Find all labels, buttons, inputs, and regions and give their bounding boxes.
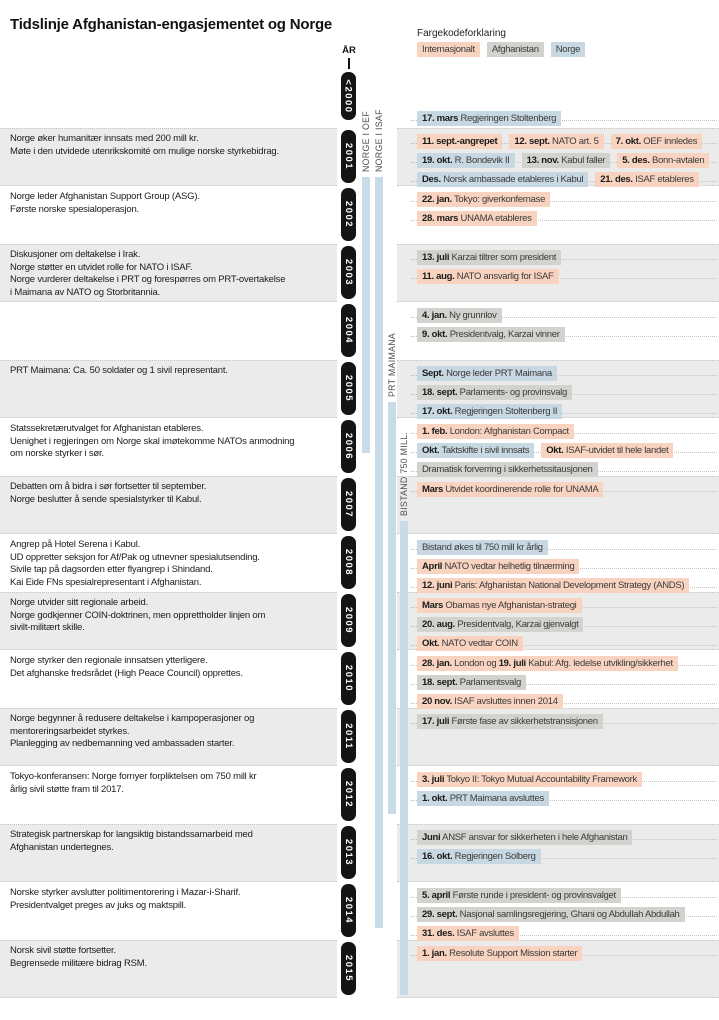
description-line: om norske styrker i sør. (10, 448, 104, 459)
year-marker-label: <2000 (343, 78, 354, 114)
event-row (417, 440, 719, 455)
event-date: 29. sept. (422, 909, 458, 920)
event-row (417, 943, 719, 958)
event-row (417, 633, 719, 648)
event-chip-int: 12. sept. NATO art. 5 (509, 134, 603, 149)
description-line: Planlegging av nedbemanning ved ambassaden starter. (10, 738, 235, 749)
event-chip-int: 31. des. ISAF avsluttes (417, 926, 519, 941)
event-date: Okt. (422, 445, 440, 456)
event-chip-nor: Bistand økes til 750 mill kr årlig (417, 540, 548, 555)
year-marker-label: 2007 (343, 490, 355, 519)
event-date: 13. juli (422, 252, 450, 263)
event-rows-2007 (417, 476, 719, 498)
year-description-2014 (10, 887, 340, 912)
event-rows-2010 (417, 650, 719, 710)
year-marker-2006 (341, 420, 356, 473)
year-marker-2000 (341, 72, 356, 120)
event-row (417, 108, 719, 123)
event-row (417, 769, 719, 784)
year-description-2013 (10, 829, 340, 854)
duration-bar-label: PRT MAIMANA (386, 332, 397, 397)
event-date: 17. juli (422, 716, 450, 727)
year-marker-2013 (341, 826, 356, 879)
event-row (417, 575, 719, 590)
description-line: Norge vurderer deltakelse i PRT og forespørres om PRT-overtakelse (10, 274, 286, 285)
event-row (417, 150, 719, 165)
event-date: 12. juni (422, 580, 453, 591)
description-line: Kai Eide FNs spesialrepresentant i Afghanistan. (10, 576, 202, 588)
event-chip-afg: 29. sept. Nasjonal samlingsregjering, Ghani og Abdullah Abdullah (417, 907, 685, 922)
year-marker-label: 2011 (343, 723, 354, 750)
year-marker-2002 (341, 188, 356, 241)
event-date: Okt. (422, 638, 440, 649)
event-row (417, 247, 719, 262)
year-marker-label: 2005 (343, 374, 355, 403)
description-line: PRT Maimana: Ca. 50 soldater og 1 sivil representant. (10, 365, 228, 376)
year-marker-label: 2006 (343, 432, 355, 461)
event-date: 5. april (422, 890, 451, 901)
year-axis-label: ÅR (342, 45, 356, 56)
event-date: 1. okt. (422, 793, 448, 804)
year-marker-label: 2009 (343, 606, 355, 635)
event-chip-int: 28. mars UNAMA etableres (417, 211, 537, 226)
event-chip-nor: 17. mars Regjeringen Stoltenberg (417, 111, 561, 126)
event-rows-2003 (417, 244, 719, 285)
event-row (417, 827, 719, 842)
year-marker-label: 2002 (343, 200, 355, 229)
year-marker-2014 (341, 884, 356, 937)
event-date: 11. sept.-angrepet (422, 136, 498, 147)
year-marker-2011 (341, 710, 356, 763)
year-description-2005 (10, 365, 340, 378)
event-chip-afg: Dramatisk forverring i sikkerhetssitausjonen (417, 462, 598, 477)
year-description-2015 (10, 945, 340, 970)
event-chip-afg: 17. juli Første fase av sikkerhetstransisjonen (417, 714, 603, 729)
year-marker-2010 (341, 652, 356, 705)
description-line: Norge begynner å redusere deltakelse i kampoperasjoner og (10, 713, 255, 724)
event-chip-afg: 9. okt. Presidentvalg, Karzai vinner (417, 327, 565, 342)
description-line: Norge styrker den regionale innsatsen ytterligere. (10, 655, 208, 666)
event-rows-2013 (417, 824, 719, 865)
event-row (417, 537, 719, 552)
event-chip-int: 21. des. ISAF etableres (595, 172, 698, 187)
year-description-2010 (10, 655, 340, 680)
event-chip-int (417, 134, 502, 149)
event-chip-int: 7. okt. OEF innledes (611, 134, 703, 149)
event-date: 17. mars (422, 113, 459, 124)
event-row (417, 189, 719, 204)
event-chip-int: 11. aug. NATO ansvarlig for ISAF (417, 269, 559, 284)
description-line: i Maimana av NATO og Storbritannia. (10, 286, 160, 298)
description-line: Norsk sivil støtte fortsetter. (10, 945, 116, 956)
event-chip-int: 5. des. Bonn-avtalen (617, 153, 709, 168)
description-line: sivilt-militært skille. (10, 622, 85, 633)
event-date: 19. juli (498, 658, 526, 669)
description-line: Diskusjoner om deltakelse i Irak. (10, 249, 141, 260)
event-chip-nor: 1. okt. PRT Maimana avsluttes (417, 791, 549, 806)
event-rows-2005 (417, 360, 719, 420)
description-line: Første norske spesialoperasjon. (10, 203, 139, 215)
event-row (417, 653, 719, 668)
event-chip-int: Okt. ISAF-utvidet til hele landet (541, 443, 673, 458)
description-line: Sivile tap på dagsorden etter flyangrep i Shindand. (10, 564, 213, 575)
event-date: 31. des. (422, 928, 455, 939)
duration-bar-label: NORGE I OEF (360, 111, 371, 173)
year-marker-2005 (341, 362, 356, 415)
event-date: Mars (422, 484, 443, 495)
event-date: 18. sept. (422, 387, 458, 398)
description-line: Begrensede militære bidrag RSM. (10, 957, 147, 969)
event-chip-int: 28. jan. London og 19. juli Kabul: Afg. ledelse utvikling/sikkerhet (417, 656, 678, 671)
event-chip-nor: 16. okt. Regjeringen Solberg (417, 849, 541, 864)
event-date: 11. aug. (422, 271, 455, 282)
legend-title: Fargekodeforklaring (417, 28, 506, 39)
event-chip-afg: 5. april Første runde i president- og provinsvalget (417, 888, 621, 903)
event-date: Mars (422, 600, 443, 611)
year-marker-label: 2010 (343, 664, 355, 693)
description-line: Norge støtter en utvidet rolle for NATO i ISAF. (10, 261, 193, 273)
description-line: Norge beslutter å sende spesialstyrker til Kabul. (10, 493, 202, 505)
event-date: 28. mars (422, 213, 459, 224)
event-chip-int: Okt. NATO vedtar COIN (417, 636, 523, 651)
event-row (417, 479, 719, 494)
page-title: Tidslinje Afghanistan-engasjementet og Norge (10, 16, 333, 33)
event-date: 17. okt. (422, 406, 453, 417)
description-line: Afghanistan undertegnes. (10, 841, 114, 853)
duration-bar-norge-i-isaf (375, 177, 383, 928)
event-row (417, 324, 719, 339)
event-chip-afg: 18. sept. Parlaments- og provinsvalg (417, 385, 572, 400)
event-chip-nor: 17. okt. Regjeringen Stoltenberg II (417, 404, 562, 419)
year-marker-2009 (341, 594, 356, 647)
event-date: Okt. (546, 445, 564, 456)
event-row (417, 421, 719, 436)
year-marker-label: 2014 (343, 896, 355, 925)
event-date: 22. jan. (422, 194, 452, 205)
event-row (417, 711, 719, 726)
description-line: mentoreringsarbeidet styrkes. (10, 725, 130, 737)
event-date: 9. okt. (422, 329, 448, 340)
description-line: Norge godkjenner COIN-doktrinen, men opprettholder linjen om (10, 609, 266, 621)
description-line: Debatten om å bidra i sør fortsetter til september. (10, 481, 207, 492)
year-marker-label: 2001 (343, 142, 355, 171)
event-date: Sept. (422, 368, 444, 379)
event-date: 12. sept. (514, 136, 550, 147)
event-row (417, 556, 719, 571)
event-chip-int: 20 nov. ISAF avsluttes innen 2014 (417, 694, 563, 709)
event-row (417, 691, 719, 706)
event-date: 1. feb. (422, 426, 448, 437)
year-description-2011 (10, 713, 340, 751)
event-chip-int: 3. juli Tokyo II: Tokyo Mutual Accountability Framework (417, 772, 642, 787)
year-marker-label: 2015 (343, 954, 355, 983)
year-marker-label: 2012 (343, 780, 355, 809)
event-date: 18. sept. (422, 677, 458, 688)
description-line: Det afghanske fredsrådet (High Peace Council) opprettes. (10, 667, 243, 679)
event-row (417, 305, 719, 320)
description-line: Norske styrker avslutter politimentorering i Mazar-i-Sharif. (10, 887, 241, 898)
event-rows-2009 (417, 592, 719, 652)
year-marker-2001 (341, 130, 356, 183)
event-chip-afg: 4. jan. Ny grunnlov (417, 308, 502, 323)
event-row (417, 382, 719, 397)
event-row (417, 169, 719, 184)
duration-bar-prt-maimana (388, 402, 396, 814)
event-chip-int: 1. jan. Resolute Support Mission starter (417, 946, 582, 961)
event-date: 3. juli (422, 774, 445, 785)
event-date: Juni (422, 832, 441, 843)
event-chip-afg: 13. juli Karzai tiltrer som president (417, 250, 561, 265)
event-chip-int: 1. feb. London: Afghanistan Compact (417, 424, 574, 439)
event-row (417, 208, 719, 223)
event-date: 16. okt. (422, 851, 453, 862)
year-description-2007 (10, 481, 340, 506)
event-date: 1. jan. (422, 948, 447, 959)
event-rows-2006 (417, 418, 719, 478)
event-chip-nor: Des. Norsk ambassade etableres i Kabul (417, 172, 588, 187)
event-row (417, 363, 719, 378)
description-line: Strategisk partnerskap for langsiktig bistandssamarbeid med (10, 829, 253, 840)
event-date: 19. okt. (422, 155, 453, 166)
event-date: 13. nov. (526, 155, 559, 166)
year-description-2002 (10, 191, 340, 216)
event-chip-int: 12. juni Paris: Afghanistan National Development Strategy (ANDS) (417, 578, 689, 593)
description-line: Norge øker humanitær innsats med 200 mill kr. (10, 133, 199, 144)
duration-bar-bistand-750-mill- (400, 521, 408, 995)
event-rows-2011 (417, 708, 719, 730)
duration-bar-norge-i-oef (362, 177, 370, 453)
year-marker-label: 2013 (343, 838, 355, 867)
event-chip-afg: 13. nov. Kabul faller (522, 153, 611, 168)
description-line: UD oppretter seksjon for Af/Pak og utnevner spesialutsending. (10, 551, 260, 563)
year-axis-tick (348, 58, 350, 69)
duration-bar-label: BISTAND 750 MILL. (398, 432, 409, 517)
event-date: 4. jan. (422, 310, 447, 321)
event-date: 21. des. (600, 174, 633, 185)
event-chip-nor: 19. okt. R. Bondevik II (417, 153, 515, 168)
year-description-2009 (10, 597, 340, 635)
event-row (417, 401, 719, 416)
event-chip-nor: Okt. Taktskifte i sivil innsats (417, 443, 534, 458)
description-line: Norge utvider sitt regionale arbeid. (10, 597, 149, 608)
year-marker-2004 (341, 304, 356, 357)
year-marker-2008 (341, 536, 356, 589)
event-chip-nor: Sept. Norge leder PRT Maimana (417, 366, 557, 381)
legend (417, 42, 585, 57)
description-line: Norge leder Afghanistan Support Group (ASG). (10, 191, 200, 202)
event-date: 28. jan. (422, 658, 452, 669)
event-row (417, 131, 719, 146)
description-line: Angrep på Hotel Serena i Kabul. (10, 539, 141, 550)
event-chip-int: Mars Obamas nye Afghanistan-strategi (417, 598, 582, 613)
event-rows-2000 (417, 70, 719, 127)
year-marker-2015 (341, 942, 356, 995)
event-rows-2002 (417, 186, 719, 227)
event-date: 20. aug. (422, 619, 455, 630)
event-chip-afg: 18. sept. Parlamentsvalg (417, 675, 526, 690)
event-chip-int: 22. jan. Tokyo: giverkonfernase (417, 192, 550, 207)
year-marker-2007 (341, 478, 356, 531)
event-chip-int: Mars Utvidet koordinerende rolle for UNAMA (417, 482, 603, 497)
event-row (417, 614, 719, 629)
event-row (417, 459, 719, 474)
legend-chip-int: Internasjonalt (417, 42, 480, 57)
event-row (417, 846, 719, 861)
year-marker-label: 2004 (343, 316, 355, 345)
event-rows-2014 (417, 882, 719, 942)
event-row (417, 923, 719, 938)
event-date: 7. okt. (615, 136, 641, 147)
year-description-2006 (10, 423, 340, 461)
event-rows-2004 (417, 302, 719, 343)
event-date: April (422, 561, 443, 572)
event-chip-afg: Juni ANSF ansvar for sikkerheten i hele Afghanistan (417, 830, 632, 845)
event-row (417, 672, 719, 687)
event-rows-2008 (417, 534, 719, 594)
event-date: Des. (422, 174, 441, 185)
description-line: Presidentvalget preges av juks og maktspill. (10, 899, 187, 911)
description-line: Uenighet i regjeringen om Norge skal imøtekomme NATOs anmodning (10, 435, 295, 447)
event-rows-2015 (417, 940, 719, 962)
year-description-2012 (10, 771, 340, 796)
event-row (417, 904, 719, 919)
year-marker-label: 2003 (343, 258, 355, 287)
event-row (417, 885, 719, 900)
event-chip-int: April NATO vedtar helhetlig tilnærming (417, 559, 579, 574)
event-row (417, 788, 719, 803)
year-marker-2003 (341, 246, 356, 299)
year-description-2001 (10, 133, 340, 158)
event-date: 20 nov. (422, 696, 452, 707)
description-line: Tokyo-konferansen: Norge fornyer forpliktelsen om 750 mill kr (10, 771, 257, 782)
legend-chip-nor: Norge (551, 42, 585, 57)
year-marker-2012 (341, 768, 356, 821)
event-rows-2001 (417, 128, 719, 188)
event-row (417, 266, 719, 281)
description-line: Møte i den utvidede utenrikskomité om mulige norske styrkebidrag. (10, 145, 279, 157)
year-marker-label: 2008 (343, 548, 355, 577)
year-description-2003 (10, 249, 340, 299)
legend-chip-afg: Afghanistan (487, 42, 544, 57)
description-line: årlig sivil støtte fram til 2017. (10, 783, 124, 795)
event-rows-2012 (417, 766, 719, 807)
description-line: Statssekretærutvalget for Afghanistan etableres. (10, 423, 204, 434)
year-description-2008 (10, 539, 340, 589)
duration-bar-label: NORGE I ISAF (373, 109, 384, 173)
event-chip-afg: 20. aug. Presidentvalg, Karzai gjenvalgt (417, 617, 583, 632)
event-row (417, 595, 719, 610)
event-date: 5. des. (622, 155, 650, 166)
